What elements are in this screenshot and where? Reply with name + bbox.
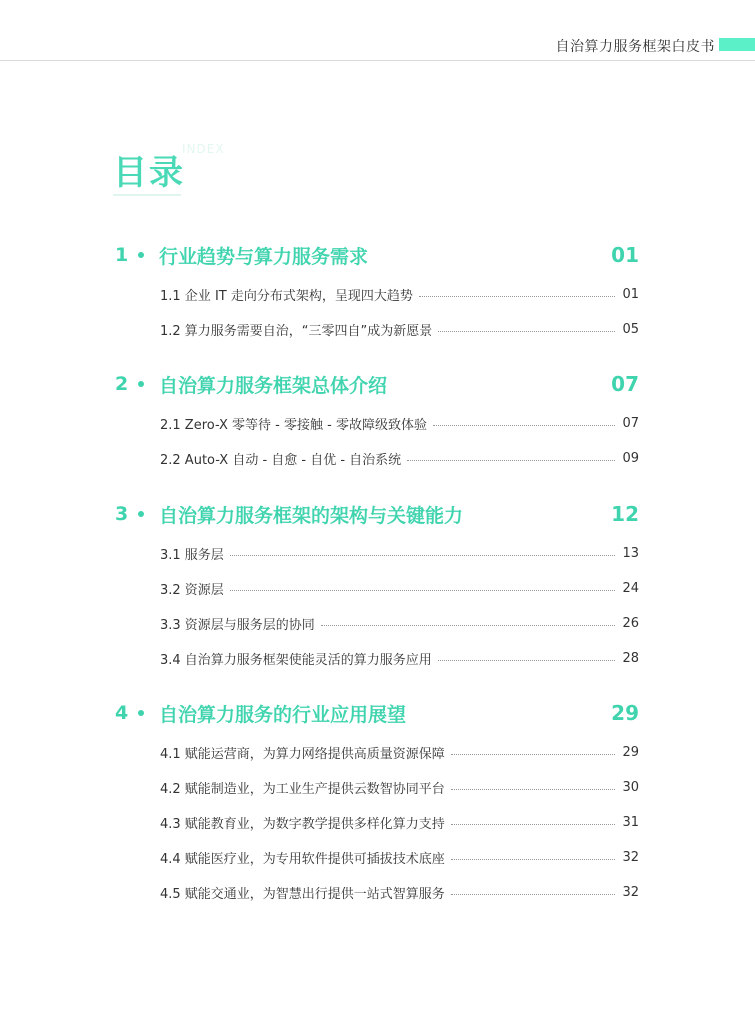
toc-entry[interactable] [160,776,639,798]
dot-leader [407,460,615,461]
chapter-number: 3 [115,503,129,525]
dot-leader [419,296,615,297]
entry-page-number: 31 [622,814,639,830]
dot-leader [230,555,615,556]
toc-entry[interactable] [160,811,639,833]
entry-label: 4.1 赋能运营商，为算力网络提供高质量资源保障 [160,746,445,762]
entry-page-number: 09 [622,450,639,466]
dot-leader [451,824,615,825]
entry-label: 1.1 企业 IT 走向分布式架构，呈现四大趋势 [160,288,413,304]
entry-label: 3.2 资源层 [160,582,224,598]
bullet-dot-icon [138,710,144,716]
entry-page-number: 32 [622,884,639,900]
toc-chapter[interactable] [115,499,639,529]
dot-leader [451,859,615,860]
dot-leader [451,894,615,895]
header-divider [0,60,755,61]
dot-leader [230,590,615,591]
entry-page-number: 07 [622,415,639,431]
chapter-number: 4 [115,702,129,724]
toc-entry[interactable] [160,881,639,903]
bullet-dot-icon [138,381,144,387]
toc-entry[interactable] [160,447,639,469]
dot-leader [451,789,615,790]
toc-entry[interactable] [160,612,639,634]
entry-label: 4.3 赋能教育业，为数字教学提供多样化算力支持 [160,816,445,832]
chapter-title: 自治算力服务框架总体介绍 [159,374,388,397]
chapter-page-number: 01 [611,243,639,267]
header-accent-bar [719,38,755,51]
entry-page-number: 29 [622,744,639,760]
chapter-number: 2 [115,373,129,395]
toc-entry[interactable] [160,412,639,434]
chapter-page-number: 07 [611,372,639,396]
toc-chapter[interactable] [115,369,639,399]
toc-title: 目录 [113,153,185,193]
toc-title-underline [113,194,181,196]
toc-title-ghost: INDEX [182,142,225,156]
dot-leader [438,660,615,661]
chapter-page-number: 29 [611,701,639,725]
dot-leader [451,754,615,755]
toc-entry[interactable] [160,741,639,763]
entry-label: 2.2 Auto-X 自动 - 自愈 - 自优 - 自治系统 [160,452,402,468]
entry-label: 2.1 Zero-X 零等待 - 零接触 - 零故障级致体验 [160,417,427,433]
toc-chapter[interactable] [115,698,639,728]
toc-entry[interactable] [160,318,639,340]
entry-label: 3.3 资源层与服务层的协同 [160,617,315,633]
entry-label: 4.4 赋能医疗业，为专用软件提供可插拔技术底座 [160,851,445,867]
chapter-page-number: 12 [611,502,639,526]
dot-leader [433,425,615,426]
entry-label: 3.1 服务层 [160,547,224,563]
toc-entry[interactable] [160,846,639,868]
bullet-dot-icon [138,252,144,258]
entry-label: 3.4 自治算力服务框架使能灵活的算力服务应用 [160,652,432,668]
entry-page-number: 05 [622,321,639,337]
entry-label: 4.5 赋能交通业，为智慧出行提供一站式智算服务 [160,886,445,902]
chapter-title: 自治算力服务框架的架构与关键能力 [159,504,464,527]
entry-page-number: 28 [622,650,639,666]
dot-leader [321,625,615,626]
toc-entry[interactable] [160,647,639,669]
entry-page-number: 30 [622,779,639,795]
entry-page-number: 24 [622,580,639,596]
toc-chapter[interactable] [115,240,639,270]
entry-page-number: 13 [622,545,639,561]
toc-entry[interactable] [160,577,639,599]
entry-label: 4.2 赋能制造业，为工业生产提供云数智协同平台 [160,781,445,797]
document-title: 自治算力服务框架白皮书 [555,39,715,55]
toc-entry[interactable] [160,283,639,305]
entry-label: 1.2 算力服务需要自治，“三零四自”成为新愿景 [160,323,433,339]
bullet-dot-icon [138,511,144,517]
entry-page-number: 01 [622,286,639,302]
chapter-title: 自治算力服务的行业应用展望 [159,703,407,726]
chapter-title: 行业趋势与算力服务需求 [159,245,369,268]
entry-page-number: 32 [622,849,639,865]
dot-leader [438,331,615,332]
toc-entry[interactable] [160,542,639,564]
entry-page-number: 26 [622,615,639,631]
chapter-number: 1 [115,244,129,266]
